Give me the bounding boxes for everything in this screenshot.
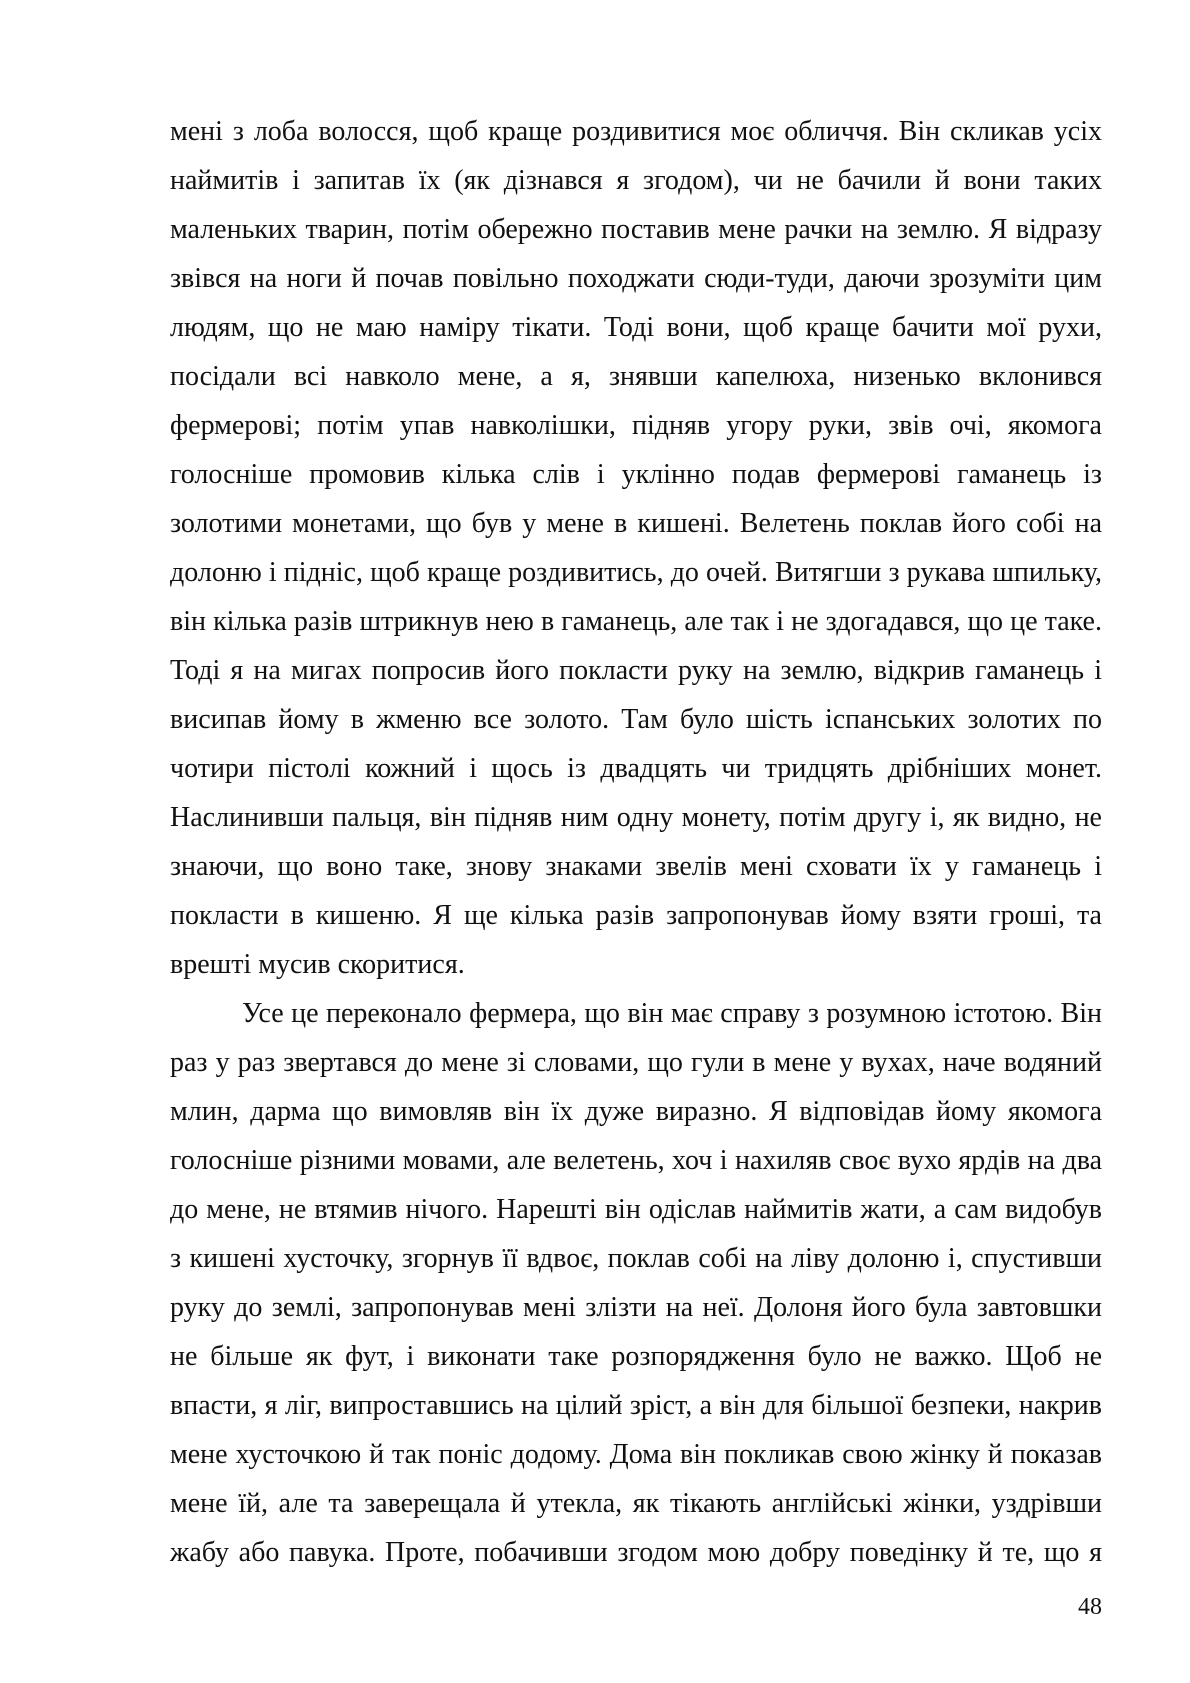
page-number: 48 — [1078, 1594, 1102, 1620]
paragraph-farmer: Усе це переконало фермера, що він має справу з розумною істотою. Він раз у раз звертався до мене зі словами, що гули в мене у вухах, наче водяний млин, дарма що вимовляв він їх дуже виразно. Я відповідав йому якомога голосніше різними мовами, але велетень, хоч і нахиляв своє вухо ярдів на два до мене, не втямив нічого. Нарешті він одіслав наймитів жати, а сам видобув з кишені хусточку, згорнув її вдвоє, поклав собі на ліву долоню і, спустивши руку до землі, запропонував мені злізти на неї. Долоня його була завтовшки не більше як фут, і виконати таке розпорядження було не важко. Щоб не впасти, я ліг, випроставшись на цілий зріст, а він для більшої безпеки, накрив мене хусточкою й так поніс додому. Дома він покликав свою жінку й показав мене їй, але та заверещала й утекла, як тікають англійські жінки, уздрівши жабу або павука. Проте, побачивши згодом мою добру поведінку й те, що я — [170, 998, 1102, 1568]
paragraph-continued: мені з лоба волосся, щоб краще роздивитися моє обличчя. Він скликав усіх наймитів і запитав їх (як дізнався я згодом), чи не бачили й вони таких маленьких тварин, потім обережно поставив мене рачки на землю. Я відразу звівся на ноги й почав повільно походжати сюди-туди, даючи зрозуміти цим людям, що не маю наміру тікати. Тоді вони, щоб краще бачити мої рухи, посідали всі навколо мене, а я, знявши капелюха, низенько вклонився фермерові; потім упав навколішки, підняв угору руки, звів очі, якомога голосніше промовив кілька слів і уклінно подав фермерові гаманець із золотими монетами, що був у мене в кишені. Велетень поклав його собі на долоню і підніс, щоб краще роздивитись, до очей. Витягши з рукава шпильку, він кілька разів штрикнув нею в гаманець, але так і не здогадався, що це таке. Тоді я на мигах попросив його покласти руку на землю, відкрив гаманець і висипав йому в жменю все золото. Там було шість іспанських золотих по чотири пістолі кожний і щось із двадцять чи тридцять дрібніших монет. Наслинивши пальця, він підняв ним одну монету, потім другу і, як видно, не знаючи, що воно таке, знову знаками звелів мені сховати їх у гаманець і покласти в кишеню. Я ще кілька разів запропонував йому взяти гроші, та врешті мусив скоритися. — [170, 116, 1102, 980]
body-text — [170, 107, 1102, 1577]
